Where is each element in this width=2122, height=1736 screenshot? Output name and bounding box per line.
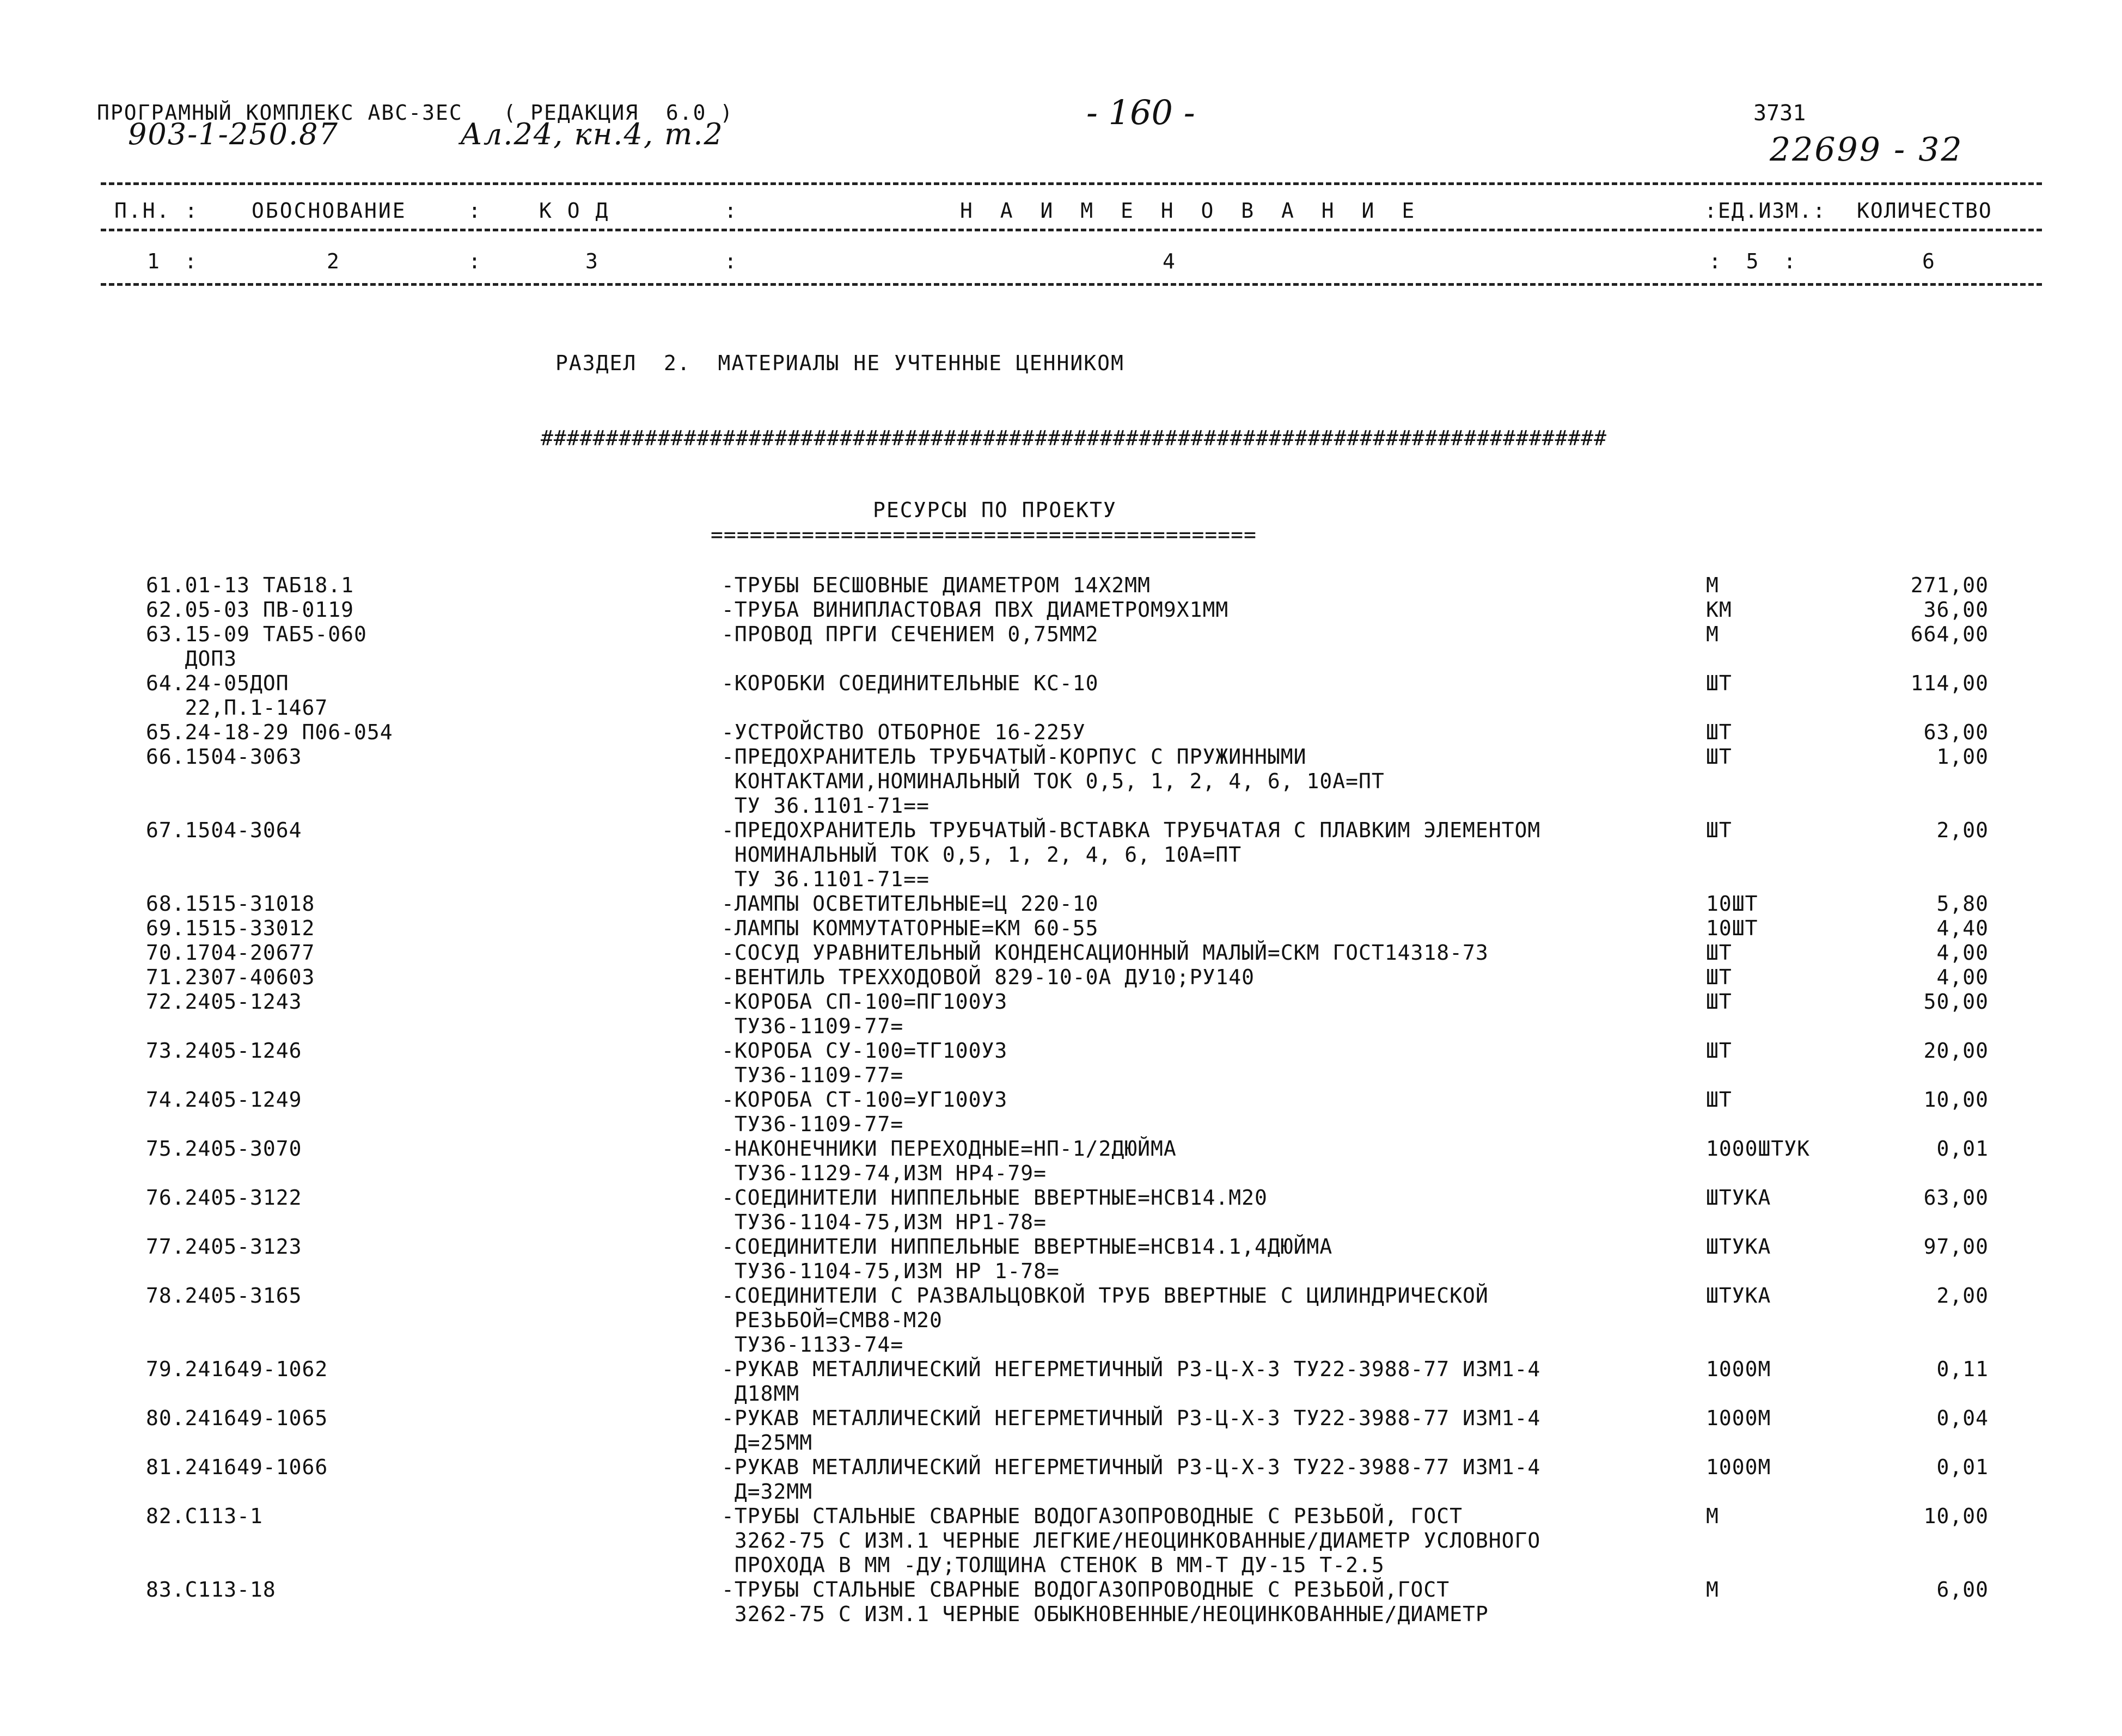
resource-unit: ШТ bbox=[1706, 818, 1732, 842]
resource-quantity: 10,00 bbox=[1923, 1088, 1989, 1112]
resource-name: -СОЕДИНИТЕЛИ НИППЕЛЬНЫЕ ВВЕРТНЫЕ=НСВ14.М20 ТУ36-1104-75,ИЗМ НР1-78= bbox=[721, 1186, 1268, 1234]
resource-quantity: 36,00 bbox=[1923, 598, 1989, 622]
resource-name: -РУКАВ МЕТАЛЛИЧЕСКИЙ НЕГЕРМЕТИЧНЫЙ РЗ-Ц-Х-3 ТУ22-3988-77 ИЗМ1-4 Д=32ММ bbox=[721, 1455, 1541, 1504]
resource-unit: М bbox=[1706, 1504, 1719, 1528]
resource-quantity: 5,80 bbox=[1936, 892, 1989, 916]
col-number-6: 6 bbox=[1922, 249, 1935, 273]
resource-quantity: 97,00 bbox=[1923, 1235, 1989, 1259]
resource-quantity: 2,00 bbox=[1936, 818, 1989, 842]
resource-unit: 1000М bbox=[1706, 1406, 1771, 1430]
col-number-1: 1 : bbox=[147, 249, 197, 273]
resource-code: 80.241649-1065 bbox=[146, 1406, 328, 1430]
col-number-5: : 5 : bbox=[1709, 249, 1796, 273]
header-divider-bottom bbox=[101, 283, 2042, 286]
resource-unit: 1000М bbox=[1706, 1357, 1771, 1381]
resource-name: -КОРОБКИ СОЕДИНИТЕЛЬНЫЕ КС-10 bbox=[721, 671, 1099, 695]
resource-name: -КОРОБА СТ-100=УГ100У3 ТУ36-1109-77= bbox=[721, 1088, 1008, 1136]
resource-quantity: 2,00 bbox=[1936, 1284, 1989, 1308]
handwritten-album-reference: Ал.24, кн.4, т.2 bbox=[460, 117, 724, 151]
resource-code: 65.24-18-29 П06-054 bbox=[146, 720, 393, 744]
col-number-sep: : bbox=[468, 249, 481, 273]
resource-code: 69.1515-33012 bbox=[146, 916, 315, 940]
resource-code: 67.1504-3064 bbox=[146, 818, 302, 842]
col-header-unit: :ЕД.ИЗМ.: bbox=[1704, 199, 1826, 223]
resource-unit: ШТУКА bbox=[1706, 1235, 1771, 1259]
resource-name: -СОСУД УРАВНИТЕЛЬНЫЙ КОНДЕНСАЦИОННЫЙ МАЛЫЙ=СКМ ГОСТ14318-73 bbox=[721, 941, 1489, 965]
resource-name: -КОРОБА СУ-100=ТГ100У3 ТУ36-1109-77= bbox=[721, 1039, 1008, 1087]
col-header-sep: : bbox=[468, 199, 482, 223]
resource-code: 72.2405-1243 bbox=[146, 990, 302, 1014]
resource-code: 71.2307-40603 bbox=[146, 965, 315, 989]
resource-name: -ПРЕДОХРАНИТЕЛЬ ТРУБЧАТЫЙ-КОРПУС С ПРУЖИННЫМИ КОНТАКТАМИ,НОМИНАЛЬНЫЙ ТОК 0,5, 1, 2, 4, 6, 10А=ПТ ТУ 36.1101-71== bbox=[721, 745, 1385, 818]
resource-unit: ШТУКА bbox=[1706, 1186, 1771, 1210]
resource-code: 62.05-03 ПВ-0119 bbox=[146, 598, 354, 622]
col-number-sep: : bbox=[724, 249, 737, 273]
resource-quantity: 63,00 bbox=[1923, 720, 1989, 744]
section-title: РАЗДЕЛ 2. МАТЕРИАЛЫ НЕ УЧТЕННЫЕ ЦЕННИКОМ bbox=[555, 351, 1124, 375]
resource-code: 73.2405-1246 bbox=[146, 1039, 302, 1063]
header-divider-middle bbox=[101, 229, 2042, 231]
resource-quantity: 4,00 bbox=[1936, 965, 1989, 989]
resource-unit: ШТ bbox=[1706, 965, 1732, 989]
col-number-2: 2 bbox=[327, 249, 339, 273]
resource-unit: ШТ bbox=[1706, 720, 1732, 744]
resource-code: 74.2405-1249 bbox=[146, 1088, 302, 1112]
header-divider-top bbox=[101, 182, 2042, 185]
resource-quantity: 1,00 bbox=[1936, 745, 1989, 769]
resource-quantity: 114,00 bbox=[1910, 671, 1989, 695]
resource-quantity: 0,11 bbox=[1936, 1357, 1989, 1381]
program-name: ПРОГРАМНЫЙ КОМПЛЕКС АВС-ЗЕС ( РЕДАКЦИЯ 6.0 ) bbox=[97, 101, 734, 125]
resource-code: 70.1704-20677 bbox=[146, 941, 315, 965]
resource-unit: М bbox=[1706, 1578, 1719, 1602]
resource-unit: М bbox=[1706, 573, 1719, 597]
resource-name: -ТРУБЫ СТАЛЬНЫЕ СВАРНЫЕ ВОДОГАЗОПРОВОДНЫЕ С РЕЗЬБОЙ, ГОСТ 3262-75 С ИЗМ.1 ЧЕРНЫЕ ЛЕГКИЕ/НЕОЦИНКОВАННЫЕ/ДИАМЕТР УСЛОВНОГО ПРОХОДА В ММ -ДУ;ТОЛЩИНА СТЕНОК В ММ-Т ДУ-15 Т-2.5 bbox=[721, 1504, 1541, 1577]
resources-underline: ========================================== bbox=[711, 523, 1257, 547]
resource-quantity: 271,00 bbox=[1910, 573, 1989, 597]
resource-name: -НАКОНЕЧНИКИ ПЕРЕХОДНЫЕ=НП-1/2ДЮЙМА ТУ36-1129-74,ИЗМ НР4-79= bbox=[721, 1137, 1177, 1185]
resource-unit: КМ bbox=[1706, 598, 1732, 622]
resource-name: -СОЕДИНИТЕЛИ С РАЗВАЛЬЦОВКОЙ ТРУБ ВВЕРТНЫЕ С ЦИЛИНДРИЧЕСКОЙ РЕЗЬБОЙ=СМВ8-М20 ТУ36-1133-74= bbox=[721, 1284, 1489, 1357]
resource-name: -РУКАВ МЕТАЛЛИЧЕСКИЙ НЕГЕРМЕТИЧНЫЙ РЗ-Ц-Х-3 ТУ22-3988-77 ИЗМ1-4 Д18ММ bbox=[721, 1357, 1541, 1406]
resource-name: -ЛАМПЫ КОММУТАТОРНЫЕ=КМ 60-55 bbox=[721, 916, 1099, 940]
resource-name: -ТРУБЫ СТАЛЬНЫЕ СВАРНЫЕ ВОДОГАЗОПРОВОДНЫЕ С РЕЗЬБОЙ,ГОСТ 3262-75 С ИЗМ.1 ЧЕРНЫЕ ОБЫКНОВЕННЫЕ/НЕОЦИНКОВАННЫЕ/ДИАМЕТР bbox=[721, 1578, 1489, 1626]
col-header-code: К О Д bbox=[539, 199, 610, 223]
resource-code: 81.241649-1066 bbox=[146, 1455, 328, 1479]
resource-code: 77.2405-3123 bbox=[146, 1235, 302, 1259]
resource-code: 83.С113-18 bbox=[146, 1578, 276, 1602]
col-number-3: 3 bbox=[585, 249, 598, 273]
col-header-basis: ОБОСНОВАНИЕ bbox=[252, 199, 407, 223]
resource-quantity: 10,00 bbox=[1923, 1504, 1989, 1528]
col-header-name: Н А И М Е Н О В А Н И Е bbox=[960, 199, 1422, 223]
resource-name: -ТРУБА ВИНИПЛАСТОВАЯ ПВХ ДИАМЕТРОМ9Х1ММ bbox=[721, 598, 1229, 622]
resource-unit: 1000М bbox=[1706, 1455, 1771, 1479]
resource-code: 68.1515-31018 bbox=[146, 892, 315, 916]
document-number: 3731 bbox=[1753, 101, 1806, 126]
resource-name: -ВЕНТИЛЬ ТРЕХХОДОВОЙ 829-10-0А ДУ10;РУ140 bbox=[721, 965, 1255, 989]
resource-unit: ШТ bbox=[1706, 990, 1732, 1014]
resource-code: 79.241649-1062 bbox=[146, 1357, 328, 1381]
resource-unit: 1000ШТУК bbox=[1706, 1137, 1811, 1161]
resource-quantity: 0,01 bbox=[1936, 1137, 1989, 1161]
col-header-sep: : bbox=[724, 199, 738, 223]
page-number: - 160 - bbox=[1086, 93, 1195, 132]
resource-code: 63.15-09 ТАБ5-060 ДОП3 bbox=[146, 622, 367, 671]
resource-unit: ШТ bbox=[1706, 671, 1732, 695]
col-header-quantity: КОЛИЧЕСТВО bbox=[1857, 199, 1992, 223]
col-number-4: 4 bbox=[1163, 249, 1175, 273]
resource-quantity: 0,04 bbox=[1936, 1406, 1989, 1430]
resource-unit: 10ШТ bbox=[1706, 892, 1758, 916]
resource-name: -КОРОБА СП-100=ПГ100У3 ТУ36-1109-77= bbox=[721, 990, 1008, 1038]
resource-unit: ШТУКА bbox=[1706, 1284, 1771, 1308]
resource-code: 75.2405-3070 bbox=[146, 1137, 302, 1161]
resource-quantity: 664,00 bbox=[1910, 622, 1989, 646]
resource-unit: М bbox=[1706, 622, 1719, 646]
resource-name: -ТРУБЫ БЕСШОВНЫЕ ДИАМЕТРОМ 14Х2ММ bbox=[721, 573, 1151, 597]
resource-quantity: 4,00 bbox=[1936, 941, 1989, 965]
resource-quantity: 6,00 bbox=[1936, 1578, 1989, 1602]
resource-name: -ЛАМПЫ ОСВЕТИТЕЛЬНЫЕ=Ц 220-10 bbox=[721, 892, 1099, 916]
resource-unit: ШТ bbox=[1706, 941, 1732, 965]
resource-code: 66.1504-3063 bbox=[146, 745, 302, 769]
resource-code: 76.2405-3122 bbox=[146, 1186, 302, 1210]
resource-unit: 10ШТ bbox=[1706, 916, 1758, 940]
resource-quantity: 20,00 bbox=[1923, 1039, 1989, 1063]
resource-code: 61.01-13 ТАБ18.1 bbox=[146, 573, 354, 597]
resource-name: -УСТРОЙСТВО ОТБОРНОЕ 16-225У bbox=[721, 720, 1086, 744]
resource-quantity: 63,00 bbox=[1923, 1186, 1989, 1210]
resource-quantity: 50,00 bbox=[1923, 990, 1989, 1014]
hash-separator: ################################################################################## bbox=[541, 426, 1607, 450]
resource-code: 64.24-05ДОП 22,П.1-1467 bbox=[146, 671, 328, 720]
resource-name: -ПРЕДОХРАНИТЕЛЬ ТРУБЧАТЫЙ-ВСТАВКА ТРУБЧАТАЯ С ПЛАВКИМ ЭЛЕМЕНТОМ НОМИНАЛЬНЫЙ ТОК 0,5, 1, 2, 4, 6, 10А=ПТ ТУ 36.1101-71== bbox=[721, 818, 1541, 891]
resource-code: 82.С113-1 bbox=[146, 1504, 263, 1528]
resource-unit: ШТ bbox=[1706, 745, 1732, 769]
col-header-pn: П.Н. : bbox=[114, 199, 199, 223]
resource-quantity: 4,40 bbox=[1936, 916, 1989, 940]
handwritten-project-number: 903-1-250.87 bbox=[128, 117, 339, 151]
resource-unit: ШТ bbox=[1706, 1039, 1732, 1063]
handwritten-code: 22699 - 32 bbox=[1770, 131, 1964, 169]
resource-name: -СОЕДИНИТЕЛИ НИППЕЛЬНЫЕ ВВЕРТНЫЕ=НСВ14.1,4ДЮЙМА ТУ36-1104-75,ИЗМ НР 1-78= bbox=[721, 1235, 1333, 1283]
resource-quantity: 0,01 bbox=[1936, 1455, 1989, 1479]
resource-code: 78.2405-3165 bbox=[146, 1284, 302, 1308]
resource-name: -ПРОВОД ПРГИ СЕЧЕНИЕМ 0,75ММ2 bbox=[721, 622, 1099, 646]
resource-name: -РУКАВ МЕТАЛЛИЧЕСКИЙ НЕГЕРМЕТИЧНЫЙ РЗ-Ц-Х-3 ТУ22-3988-77 ИЗМ1-4 Д=25ММ bbox=[721, 1406, 1541, 1455]
resource-unit: ШТ bbox=[1706, 1088, 1732, 1112]
resources-title: РЕСУРСЫ ПО ПРОЕКТУ bbox=[873, 498, 1117, 522]
